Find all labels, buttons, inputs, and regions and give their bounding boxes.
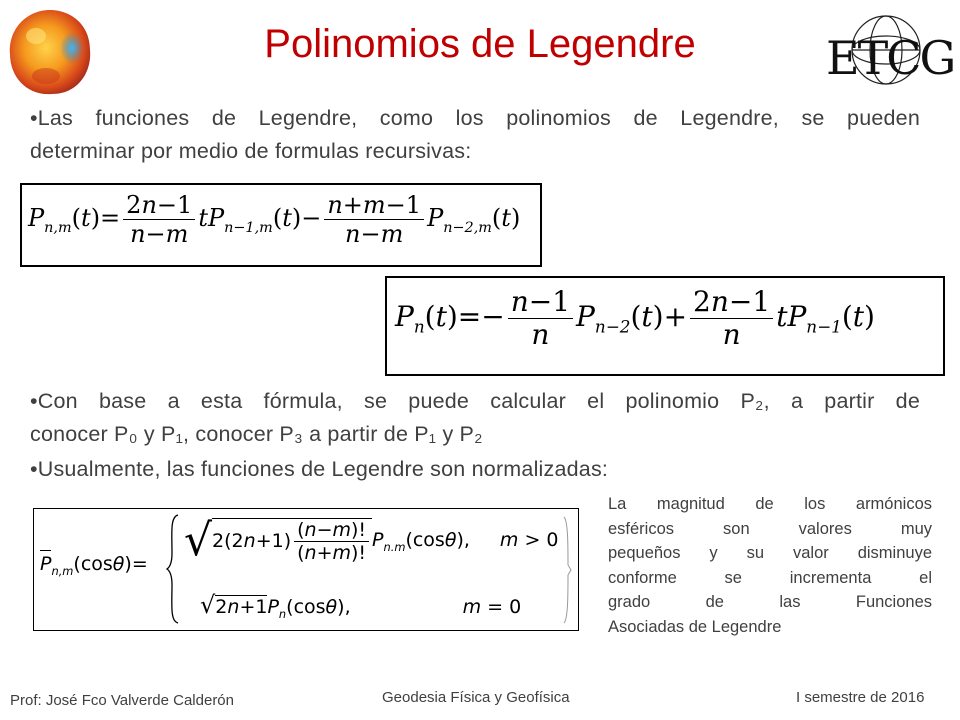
side-note-line: La magnitud de los armónicos — [608, 495, 932, 513]
formula-normalized-lhs: $P_{n,m}(\cos\theta)=$ — [40, 553, 148, 578]
formula-normalized-case1: √2(2 n +1) $\frac{(n-m)!}{(n+m)!}$ $P_{n.m}(\cos\theta)$, m > 0 — [184, 515, 559, 566]
bullet3-text: •Usualmente, las funciones de Legendre son normalizadas: — [30, 457, 609, 481]
footer-professor: Prof: José Fco Valverde Calderón — [10, 692, 234, 709]
svg-text:ETCG: ETCG — [826, 31, 954, 85]
formula-associated-recursion-expr: $P_{n,m}(t)=$ $\frac{2n-1}{n-m}$ $tP_{n-1,m}(t)-$ $\frac{n+m-1}{n-m}$ $P_{n-2,m}(t)$ — [28, 191, 521, 248]
piecewise-brace — [166, 513, 180, 625]
side-note-line: esféricos son valores muy — [608, 519, 932, 538]
slide-title: Polinomios de Legendre — [264, 22, 696, 66]
formula-normalized — [33, 508, 579, 631]
bullet1-line1: •Las funciones de Legendre, como los polinomios de Legendre, se pueden — [30, 106, 920, 130]
bullet2-line2: conocer P₀ y P₁, conocer P₃ a partir de P₁ y P₂ — [30, 422, 483, 446]
bullet-recursive-intro — [30, 102, 920, 168]
bullet2-line1: •Con base a esta fórmula, se puede calcular el polinomio P₂, a partir de — [30, 389, 920, 413]
footer-semester: I semestre de 2016 — [796, 689, 925, 706]
side-note-line: grado de las Funciones — [608, 593, 932, 611]
side-note — [608, 492, 932, 639]
side-note-line: Asociadas de Legendre — [608, 617, 782, 636]
side-note-line: conforme se incrementa el — [608, 568, 932, 587]
formula-legendre-recursion — [385, 276, 945, 376]
side-note-line: pequeños y su valor disminuye — [608, 544, 932, 562]
bullet-p2-calculation — [30, 385, 920, 451]
footer-course: Geodesia Física y Geofísica — [382, 689, 570, 706]
bullet1-line2: determinar por medio de formulas recursivas: — [30, 139, 472, 163]
etcg-logo — [822, 6, 954, 102]
formula-legendre-recursion-expr: $P_n(t)=-$ $\frac{n-1}{n}$ $P_{n-2}(t)+$ $\frac{2n-1}{n}$ $tP_{n-1}(t)$ — [395, 285, 875, 351]
bullet-normalized — [30, 453, 920, 486]
formula-associated-recursion — [20, 183, 542, 267]
piecewise-right-bar — [562, 515, 572, 625]
formula-normalized-case2: $√2n+1P_n(\cos\theta)$, m = 0 — [200, 591, 522, 621]
